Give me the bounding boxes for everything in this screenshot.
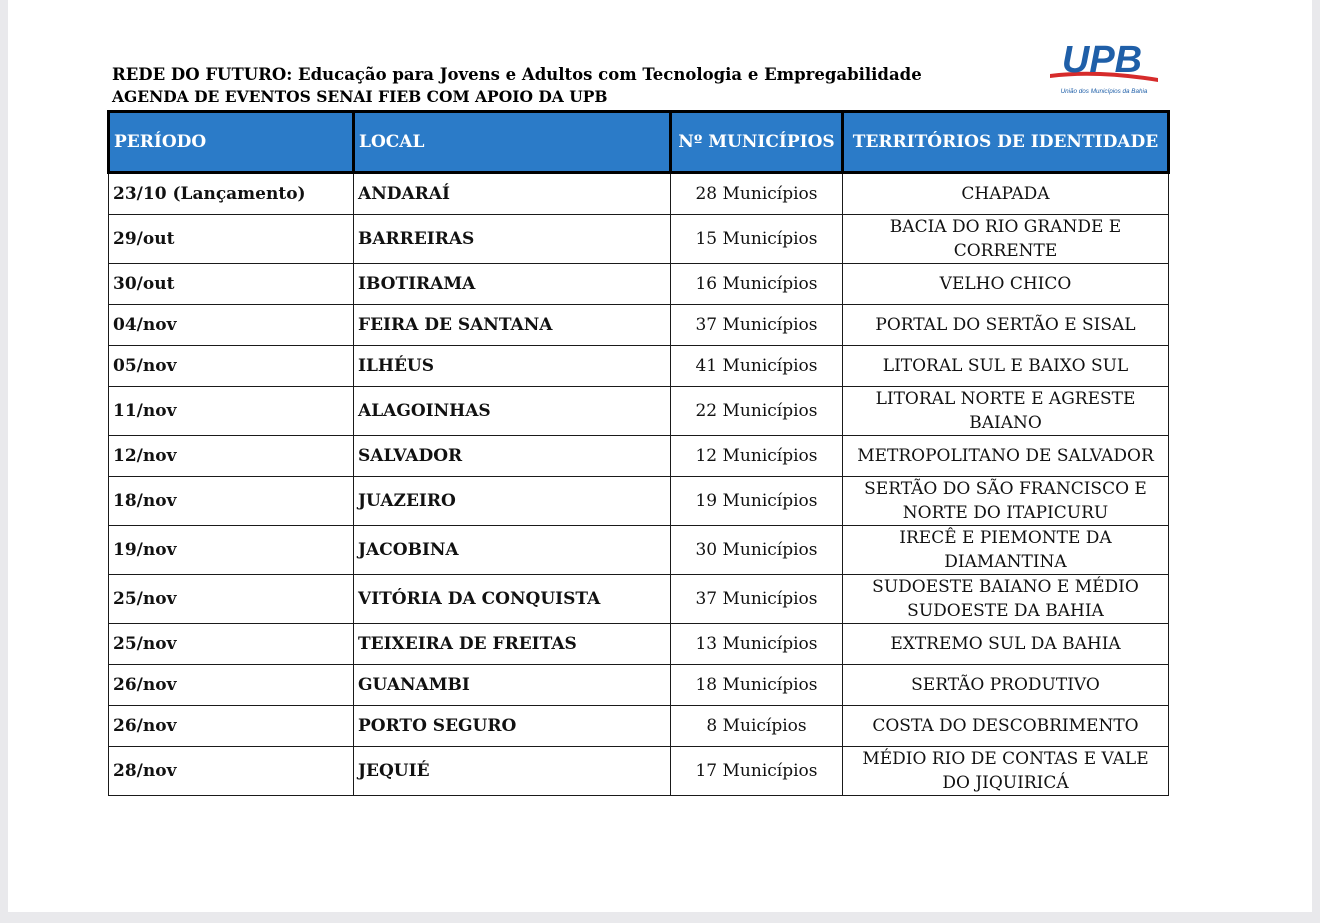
cell-territorio: LITORAL SUL E BAIXO SUL <box>843 346 1169 387</box>
cell-municipios: 13 Municípios <box>671 624 843 665</box>
cell-territorio: BACIA DO RIO GRANDE E CORRENTE <box>843 215 1169 264</box>
cell-periodo: 19/nov <box>109 526 354 575</box>
cell-local: JACOBINA <box>354 526 671 575</box>
cell-municipios: 17 Municípios <box>671 747 843 796</box>
cell-municipios: 37 Municípios <box>671 575 843 624</box>
table-row <box>109 747 1169 796</box>
cell-territorio: SUDOESTE BAIANO E MÉDIO SUDOESTE DA BAHIA <box>843 575 1169 624</box>
table-row <box>109 215 1169 264</box>
cell-local: GUANAMBI <box>354 665 671 706</box>
cell-municipios: 12 Municípios <box>671 436 843 477</box>
cell-local: ALAGOINHAS <box>354 387 671 436</box>
table-row <box>109 264 1169 305</box>
cell-municipios: 18 Municípios <box>671 665 843 706</box>
events-table <box>107 110 1170 796</box>
cell-local: ILHÉUS <box>354 346 671 387</box>
cell-territorio: MÉDIO RIO DE CONTAS E VALE DO JIQUIRICÁ <box>843 747 1169 796</box>
cell-territorio: EXTREMO SUL DA BAHIA <box>843 624 1169 665</box>
table-row <box>109 665 1169 706</box>
column-header-local: LOCAL <box>354 112 671 173</box>
table-row <box>109 624 1169 665</box>
cell-municipios: 41 Municípios <box>671 346 843 387</box>
cell-periodo: 28/nov <box>109 747 354 796</box>
cell-periodo: 30/out <box>109 264 354 305</box>
table-header-row <box>109 112 1169 173</box>
column-header-territorios: TERRITÓRIOS DE IDENTIDADE <box>843 112 1169 173</box>
cell-territorio: COSTA DO DESCOBRIMENTO <box>843 706 1169 747</box>
cell-local: FEIRA DE SANTANA <box>354 305 671 346</box>
cell-territorio: IRECÊ E PIEMONTE DA DIAMANTINA <box>843 526 1169 575</box>
cell-periodo: 25/nov <box>109 624 354 665</box>
cell-local: VITÓRIA DA CONQUISTA <box>354 575 671 624</box>
cell-municipios: 28 Municípios <box>671 173 843 215</box>
page-subtitle: AGENDA DE EVENTOS SENAI FIEB COM APOIO DA UPB <box>112 87 608 106</box>
cell-periodo: 25/nov <box>109 575 354 624</box>
cell-territorio: VELHO CHICO <box>843 264 1169 305</box>
cell-periodo: 12/nov <box>109 436 354 477</box>
cell-municipios: 15 Municípios <box>671 215 843 264</box>
cell-local: JEQUIÉ <box>354 747 671 796</box>
upb-logo <box>1046 38 1162 98</box>
cell-local: SALVADOR <box>354 436 671 477</box>
cell-municipios: 22 Municípios <box>671 387 843 436</box>
cell-periodo: 04/nov <box>109 305 354 346</box>
logo-tagline: União dos Municípios da Bahia <box>1060 88 1148 95</box>
cell-municipios: 8 Muicípios <box>671 706 843 747</box>
table-row <box>109 477 1169 526</box>
cell-local: JUAZEIRO <box>354 477 671 526</box>
cell-periodo: 05/nov <box>109 346 354 387</box>
table-row <box>109 346 1169 387</box>
cell-territorio: SERTÃO DO SÃO FRANCISCO E NORTE DO ITAPICURU <box>843 477 1169 526</box>
table-row <box>109 305 1169 346</box>
cell-local: IBOTIRAMA <box>354 264 671 305</box>
column-header-municipios: Nº MUNICÍPIOS <box>671 112 843 173</box>
column-header-periodo: PERÍODO <box>109 112 354 173</box>
cell-periodo: 23/10 (Lançamento) <box>109 173 354 215</box>
cell-municipios: 19 Municípios <box>671 477 843 526</box>
table-row <box>109 173 1169 215</box>
cell-territorio: LITORAL NORTE E AGRESTE BAIANO <box>843 387 1169 436</box>
table-row <box>109 387 1169 436</box>
cell-periodo: 11/nov <box>109 387 354 436</box>
page-title: REDE DO FUTURO: Educação para Jovens e Adultos com Tecnologia e Empregabilidade <box>112 65 922 84</box>
cell-territorio: METROPOLITANO DE SALVADOR <box>843 436 1169 477</box>
cell-territorio: CHAPADA <box>843 173 1169 215</box>
cell-municipios: 37 Municípios <box>671 305 843 346</box>
cell-territorio: SERTÃO PRODUTIVO <box>843 665 1169 706</box>
cell-periodo: 18/nov <box>109 477 354 526</box>
table-row <box>109 575 1169 624</box>
cell-periodo: 26/nov <box>109 706 354 747</box>
logo-wordmark: UPB <box>1061 39 1143 81</box>
cell-municipios: 16 Municípios <box>671 264 843 305</box>
cell-local: ANDARAÍ <box>354 173 671 215</box>
cell-periodo: 29/out <box>109 215 354 264</box>
document-page <box>8 0 1312 912</box>
cell-territorio: PORTAL DO SERTÃO E SISAL <box>843 305 1169 346</box>
cell-periodo: 26/nov <box>109 665 354 706</box>
cell-local: BARREIRAS <box>354 215 671 264</box>
table-row <box>109 526 1169 575</box>
table-row <box>109 436 1169 477</box>
cell-local: TEIXEIRA DE FREITAS <box>354 624 671 665</box>
cell-municipios: 30 Municípios <box>671 526 843 575</box>
table-row <box>109 706 1169 747</box>
cell-local: PORTO SEGURO <box>354 706 671 747</box>
